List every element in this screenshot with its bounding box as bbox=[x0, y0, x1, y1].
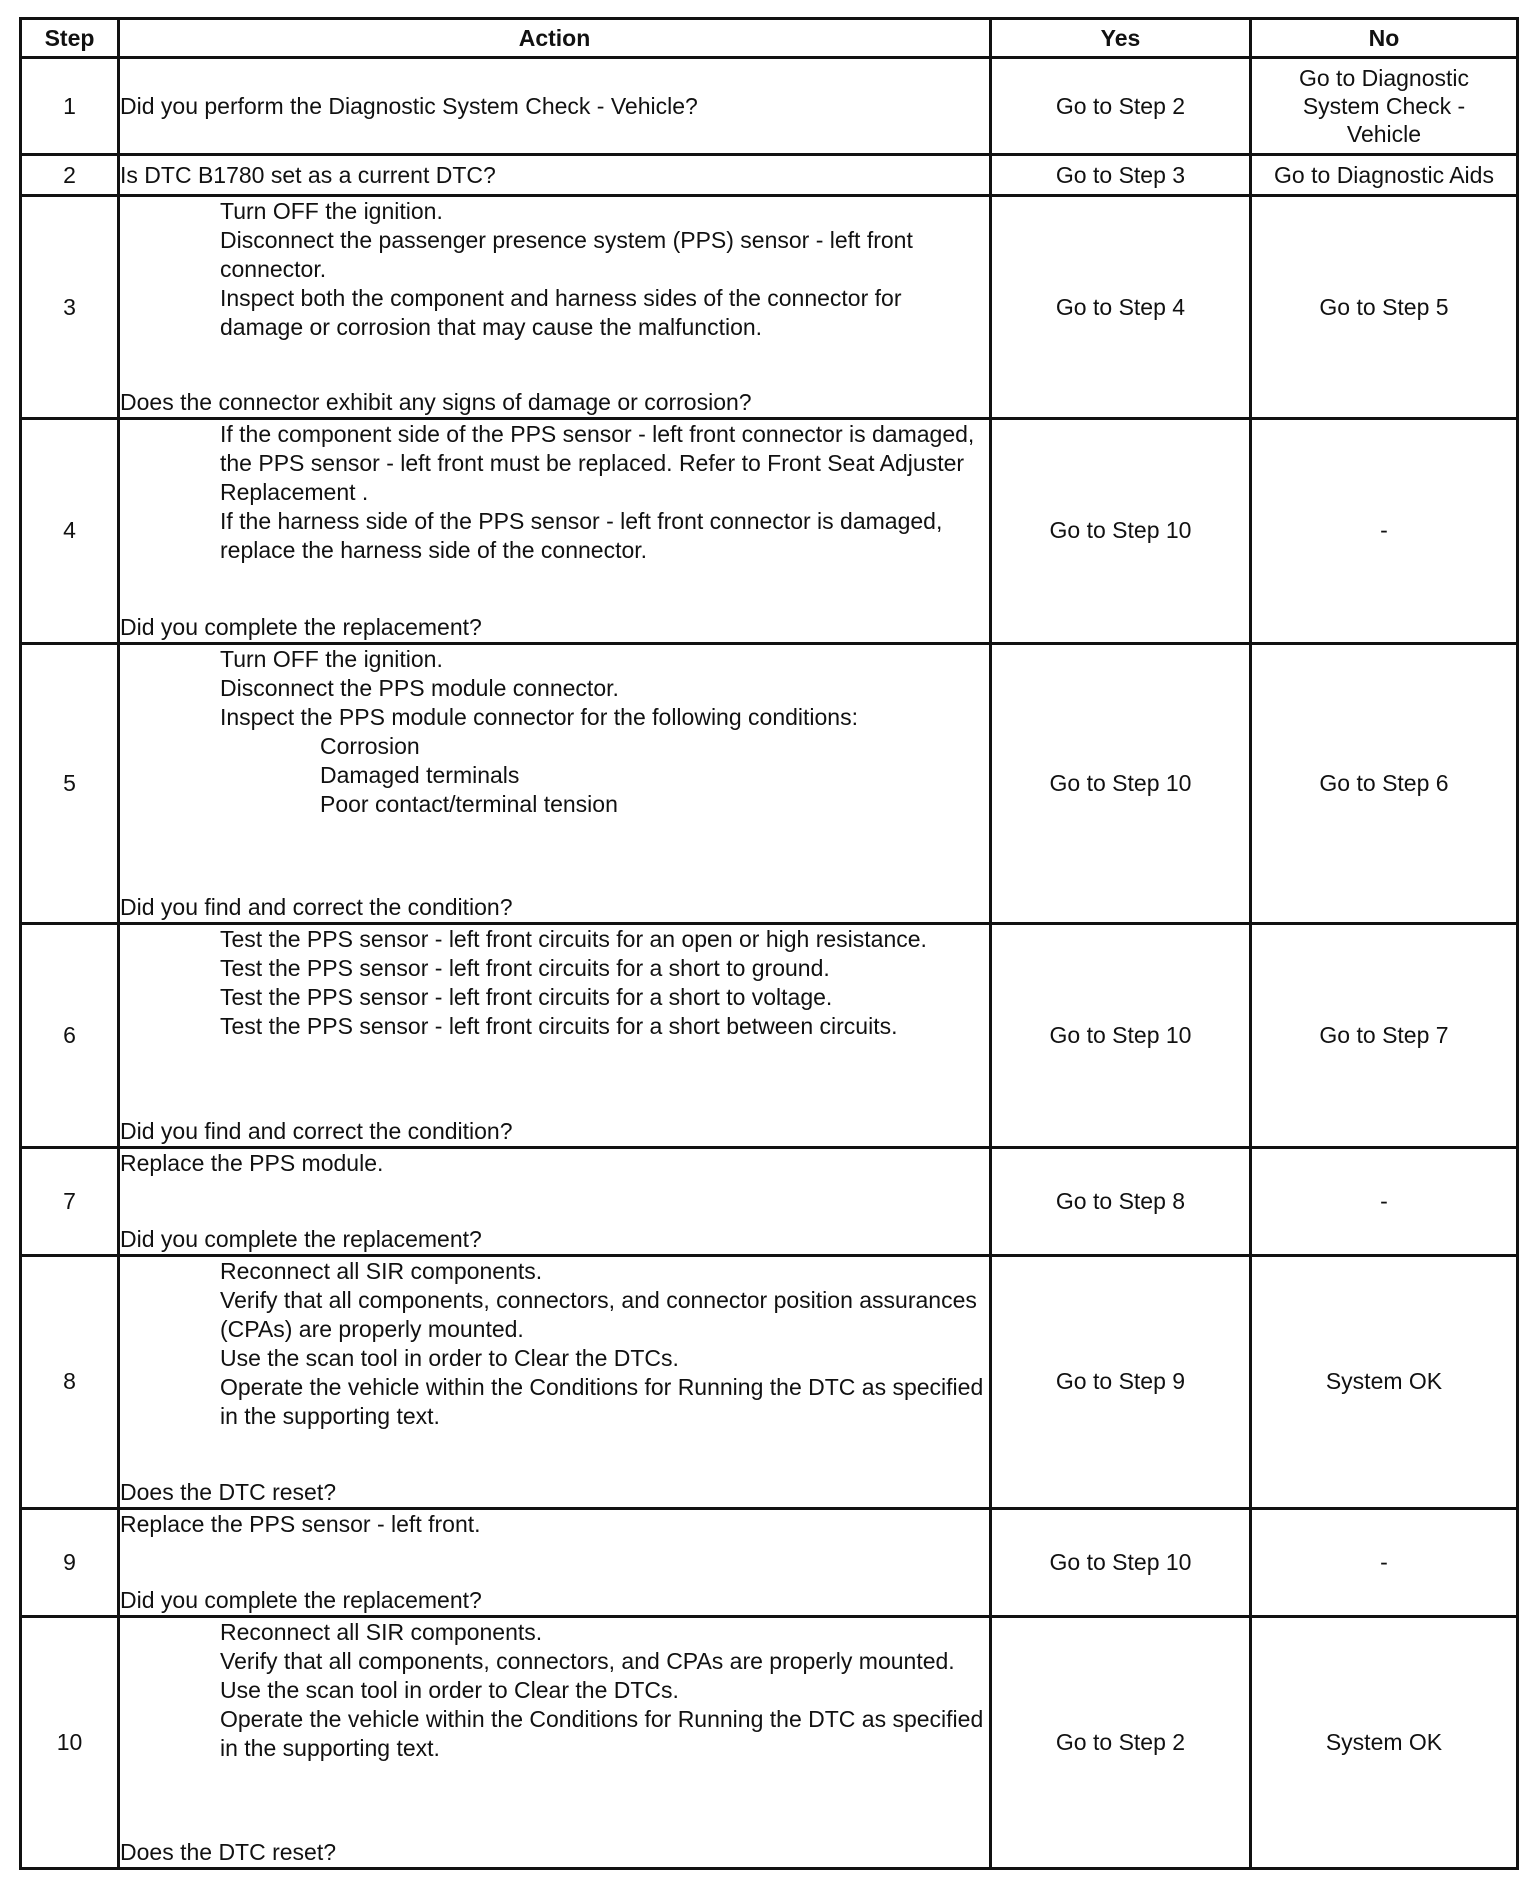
action-question: Did you complete the replacement? bbox=[120, 1586, 482, 1613]
step-number: 1 bbox=[21, 58, 119, 155]
action-cell bbox=[119, 1616, 991, 1868]
action-bullet: If the component side of the PPS sensor - left front connector is damaged, the PPS sensor - left front must be replaced. Refer to Front Seat Adjuster Replacement . bbox=[220, 421, 975, 506]
action-question: Does the DTC reset? bbox=[120, 1839, 337, 1865]
no-cell: - bbox=[1251, 419, 1518, 643]
action-cell bbox=[119, 923, 991, 1147]
table-row bbox=[21, 1616, 1518, 1868]
action-bullet: Operate the vehicle within the Conditions for Running the DTC as specified in the supporting text. bbox=[220, 1374, 984, 1430]
action-question: Did you find and correct the condition? bbox=[120, 1118, 513, 1145]
action-question: Did you complete the replacement? bbox=[120, 1226, 482, 1253]
action-bullet: Turn OFF the ignition. bbox=[220, 198, 443, 225]
action-question: Did you find and correct the condition? bbox=[120, 893, 513, 920]
action-cell bbox=[119, 419, 991, 643]
no-cell: Go to Diagnostic Aids bbox=[1251, 155, 1518, 196]
action-bullet: Reconnect all SIR components. bbox=[220, 1258, 543, 1285]
action-bullets bbox=[120, 1257, 989, 1431]
action-bullet: Turn OFF the ignition. bbox=[220, 645, 443, 672]
header-row bbox=[21, 19, 1518, 58]
action-cell bbox=[119, 196, 991, 419]
action-bullet: If the harness side of the PPS sensor - left front connector is damaged, replace the harness side of the connector. bbox=[220, 508, 943, 564]
yes-cell: Go to Step 10 bbox=[991, 1508, 1251, 1616]
action-bullet: Operate the vehicle within the Conditions for Running the DTC as specified in the supporting text. bbox=[220, 1705, 984, 1761]
action-subbullet: Poor contact/terminal tension bbox=[320, 790, 618, 817]
header-yes: Yes bbox=[991, 19, 1251, 58]
no-cell: - bbox=[1251, 1148, 1518, 1256]
header-step: Step bbox=[21, 19, 119, 58]
step-number: 6 bbox=[21, 923, 119, 1147]
table-row bbox=[21, 643, 1518, 923]
action-bullets bbox=[120, 197, 989, 342]
step-number: 10 bbox=[21, 1616, 119, 1868]
action-bullet: Test the PPS sensor - left front circuits for a short to ground. bbox=[220, 954, 830, 981]
yes-cell: Go to Step 10 bbox=[991, 923, 1251, 1147]
action-cell bbox=[119, 643, 991, 923]
no-cell: System OK bbox=[1251, 1616, 1518, 1868]
action-cell bbox=[119, 1148, 991, 1256]
action-cell bbox=[119, 1508, 991, 1616]
action-question: Does the DTC reset? bbox=[120, 1478, 337, 1505]
action-bullet: Verify that all components, connectors, and connector position assurances (CPAs) are properly mounted. bbox=[220, 1287, 977, 1343]
header-action: Action bbox=[119, 19, 991, 58]
table-row bbox=[21, 196, 1518, 419]
table-row bbox=[21, 58, 1518, 155]
yes-cell: Go to Step 10 bbox=[991, 643, 1251, 923]
action-question: Did you complete the replacement? bbox=[120, 613, 482, 640]
action-bullet: Disconnect the PPS module connector. bbox=[220, 674, 619, 701]
action-bullet: Use the scan tool in order to Clear the DTCs. bbox=[220, 1676, 679, 1703]
table-row bbox=[21, 1148, 1518, 1256]
yes-cell: Go to Step 8 bbox=[991, 1148, 1251, 1256]
action-bullets bbox=[120, 420, 989, 565]
action-cell bbox=[119, 155, 991, 196]
step-number: 4 bbox=[21, 419, 119, 643]
action-bullet: Test the PPS sensor - left front circuits for a short between circuits. bbox=[220, 1012, 898, 1039]
yes-cell: Go to Step 2 bbox=[991, 1616, 1251, 1868]
action-cell bbox=[119, 58, 991, 155]
no-cell: Go to Diagnostic System Check - Vehicle bbox=[1251, 58, 1518, 155]
table-row bbox=[21, 1256, 1518, 1508]
action-subbullet: Corrosion bbox=[320, 732, 420, 759]
action-text: Is DTC B1780 set as a current DTC? bbox=[120, 161, 496, 188]
action-bullet: Reconnect all SIR components. bbox=[220, 1618, 543, 1645]
no-cell: Go to Step 5 bbox=[1251, 196, 1518, 419]
action-cell bbox=[119, 1256, 991, 1508]
action-bullets bbox=[120, 925, 989, 1041]
diagnostic-table bbox=[19, 17, 1519, 1870]
action-bullet: Test the PPS sensor - left front circuits for a short to voltage. bbox=[220, 983, 833, 1010]
action-text: Replace the PPS sensor - left front. bbox=[120, 1510, 481, 1537]
no-cell: System OK bbox=[1251, 1256, 1518, 1508]
step-number: 2 bbox=[21, 155, 119, 196]
action-bullets bbox=[120, 645, 989, 819]
step-number: 8 bbox=[21, 1256, 119, 1508]
action-bullet: Disconnect the passenger presence system (PPS) sensor - left front connector. bbox=[220, 227, 913, 283]
yes-cell: Go to Step 9 bbox=[991, 1256, 1251, 1508]
step-number: 7 bbox=[21, 1148, 119, 1256]
no-cell: - bbox=[1251, 1508, 1518, 1616]
step-number: 5 bbox=[21, 643, 119, 923]
table-row bbox=[21, 1508, 1518, 1616]
action-bullet: Inspect the PPS module connector for the following conditions: bbox=[220, 703, 858, 730]
action-bullet: Test the PPS sensor - left front circuits for an open or high resistance. bbox=[220, 925, 927, 952]
action-bullet: Inspect both the component and harness sides of the connector for damage or corrosion that may cause the malfunction. bbox=[220, 285, 902, 341]
no-cell: Go to Step 7 bbox=[1251, 923, 1518, 1147]
action-bullet: Verify that all components, connectors, and CPAs are properly mounted. bbox=[220, 1647, 955, 1674]
step-number: 3 bbox=[21, 196, 119, 419]
action-question: Does the connector exhibit any signs of damage or corrosion? bbox=[120, 389, 752, 416]
no-cell: Go to Step 6 bbox=[1251, 643, 1518, 923]
yes-cell: Go to Step 2 bbox=[991, 58, 1251, 155]
header-no: No bbox=[1251, 19, 1518, 58]
action-bullets bbox=[120, 1618, 989, 1763]
yes-cell: Go to Step 4 bbox=[991, 196, 1251, 419]
action-text: Did you perform the Diagnostic System Check - Vehicle? bbox=[120, 92, 698, 119]
action-subbullet: Damaged terminals bbox=[320, 761, 520, 788]
table-row bbox=[21, 155, 1518, 196]
table-row bbox=[21, 923, 1518, 1147]
yes-cell: Go to Step 3 bbox=[991, 155, 1251, 196]
action-text: Replace the PPS module. bbox=[120, 1150, 384, 1177]
table-row bbox=[21, 419, 1518, 643]
action-bullet: Use the scan tool in order to Clear the DTCs. bbox=[220, 1345, 679, 1372]
step-number: 9 bbox=[21, 1508, 119, 1616]
yes-cell: Go to Step 10 bbox=[991, 419, 1251, 643]
